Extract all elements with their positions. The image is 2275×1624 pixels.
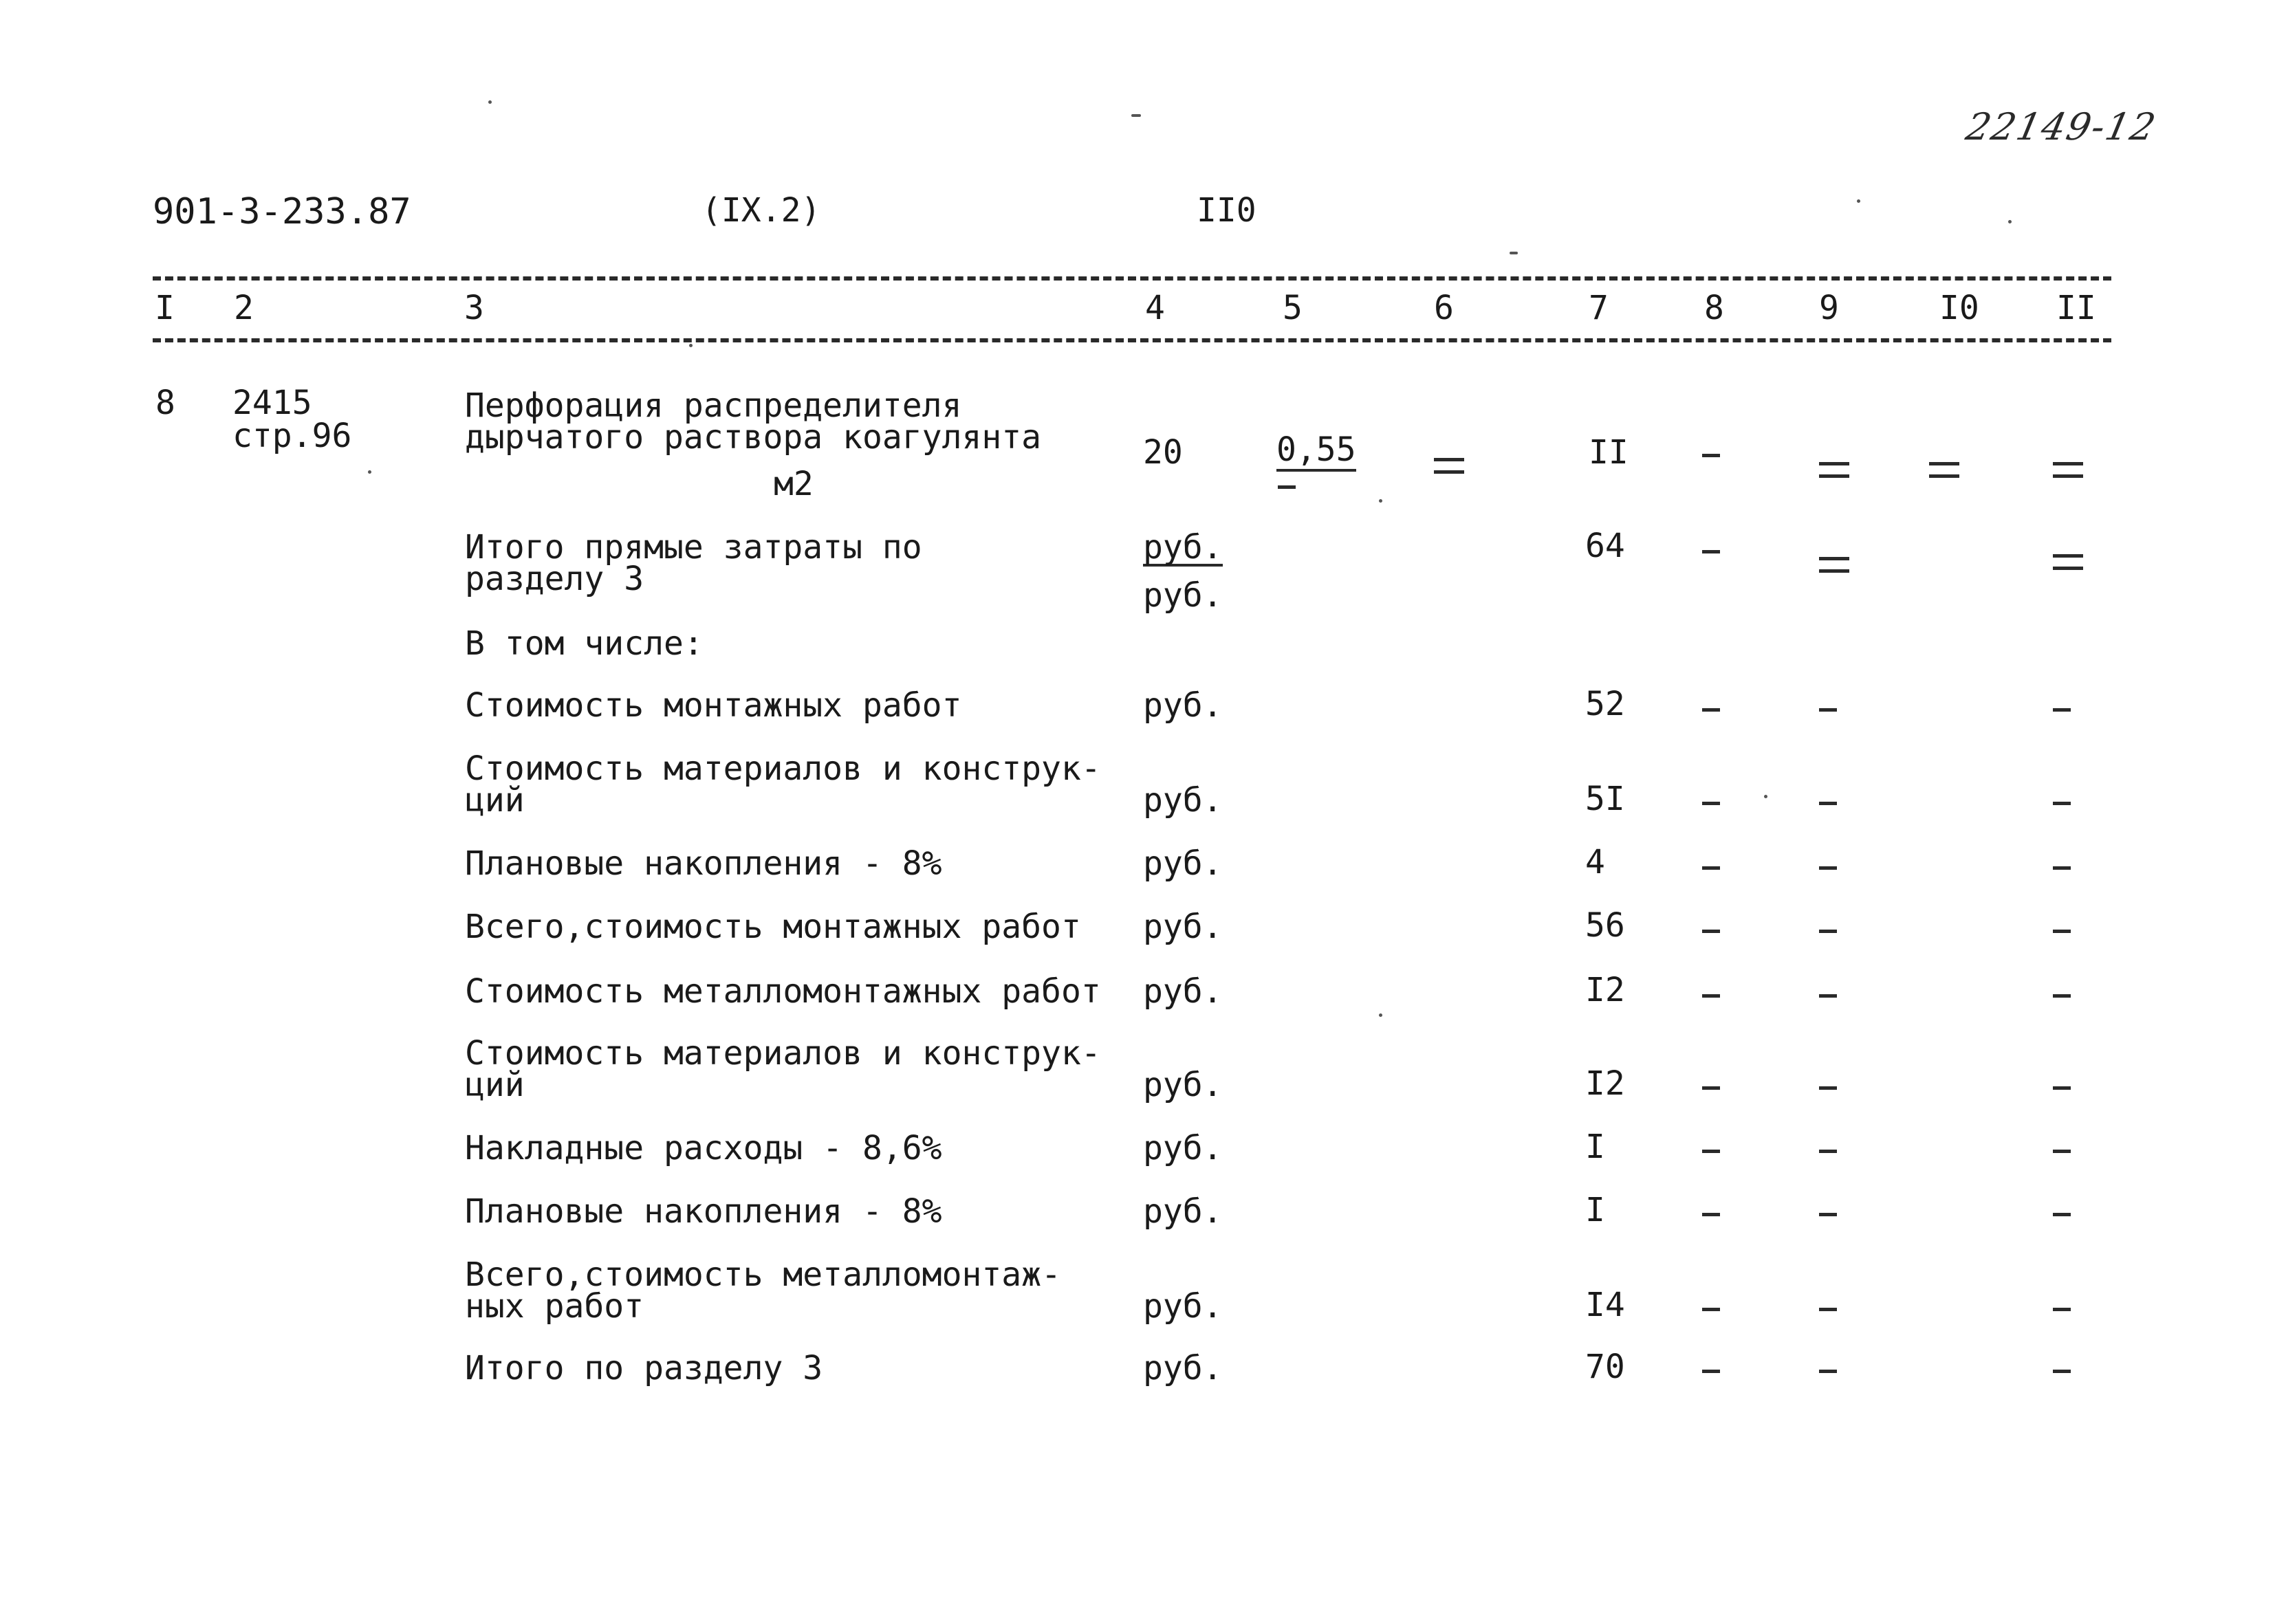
double-dash-mark bbox=[1819, 557, 1849, 573]
row-label: ных работ bbox=[465, 1287, 644, 1326]
column-number: 5 bbox=[1283, 289, 1303, 327]
section-number: (IX.2) bbox=[701, 191, 821, 230]
double-dash-mark bbox=[1434, 458, 1464, 474]
dash-mark bbox=[1702, 1213, 1720, 1216]
dash-mark bbox=[1819, 866, 1837, 870]
row-value: 52 bbox=[1585, 685, 1625, 723]
column-number: 3 bbox=[464, 289, 484, 327]
row-unit: руб. bbox=[1143, 1287, 1223, 1326]
price-reference-page: стр.96 bbox=[232, 417, 352, 455]
dash-mark bbox=[1819, 708, 1837, 712]
column-number: II bbox=[2056, 289, 2096, 327]
column-number: I0 bbox=[1939, 289, 1979, 327]
dash-mark bbox=[1702, 866, 1720, 870]
row-label: Плановые накопления - 8% bbox=[465, 844, 942, 883]
double-dash-mark bbox=[2053, 554, 2083, 571]
row-value: I2 bbox=[1585, 1064, 1625, 1103]
row-label: В том числе: bbox=[465, 624, 704, 663]
dash-mark bbox=[2053, 1086, 2071, 1090]
item-unit-price: 0,55 bbox=[1276, 433, 1356, 472]
scan-speck bbox=[1857, 199, 1860, 203]
dash-mark bbox=[1702, 550, 1720, 553]
item-number: 8 bbox=[155, 384, 175, 422]
row-unit: руб. bbox=[1143, 1129, 1223, 1167]
row-label: Всего,стоимость монтажных работ bbox=[465, 908, 1081, 946]
row-label: Стоимость металломонтажных работ bbox=[465, 972, 1101, 1011]
item-unit: м2 bbox=[774, 465, 814, 503]
dash-mark bbox=[1819, 1150, 1837, 1153]
column-number: I bbox=[155, 289, 175, 327]
row-label: Итого по разделу 3 bbox=[465, 1349, 823, 1387]
row-label: ций bbox=[465, 1066, 525, 1104]
row-unit: руб. bbox=[1143, 972, 1223, 1011]
row-label: Стоимость материалов и конструк- bbox=[465, 1034, 1101, 1073]
dash-mark bbox=[2053, 930, 2071, 933]
row-unit: руб. bbox=[1143, 781, 1223, 820]
column-number: 7 bbox=[1589, 289, 1609, 327]
double-dash-mark bbox=[1819, 462, 1849, 479]
dash-mark bbox=[1702, 1370, 1720, 1373]
item-quantity: 20 bbox=[1143, 433, 1183, 472]
row-value: 5I bbox=[1585, 780, 1625, 818]
dash-mark bbox=[2053, 994, 2071, 998]
price-reference-code: 2415 bbox=[232, 384, 312, 422]
row-value: 70 bbox=[1585, 1348, 1625, 1386]
dash-mark bbox=[1819, 1213, 1837, 1216]
page-number: II0 bbox=[1197, 191, 1256, 230]
dash-mark bbox=[1819, 994, 1837, 998]
row-label: Итого прямые затраты по bbox=[465, 528, 922, 567]
column-number: 6 bbox=[1434, 289, 1454, 327]
table-top-rule bbox=[153, 276, 2111, 281]
dash-mark bbox=[2053, 1308, 2071, 1311]
dash-mark bbox=[1819, 802, 1837, 805]
dash-mark bbox=[1278, 485, 1296, 489]
row-label: Плановые накопления - 8% bbox=[465, 1192, 942, 1231]
row-unit: руб. bbox=[1143, 686, 1223, 725]
row-label: Всего,стоимость металломонтаж- bbox=[465, 1255, 1061, 1294]
document-code: 901-3-233.87 bbox=[153, 191, 411, 232]
row-value: 56 bbox=[1585, 906, 1625, 945]
row-unit: руб. bbox=[1143, 844, 1223, 883]
row-unit: руб. bbox=[1143, 1349, 1223, 1387]
dash-mark bbox=[1702, 994, 1720, 998]
scan-speck bbox=[368, 470, 371, 474]
scan-speck bbox=[1131, 114, 1141, 117]
column-number: 2 bbox=[234, 289, 254, 327]
dash-mark bbox=[1702, 454, 1720, 457]
dash-mark bbox=[1819, 1308, 1837, 1311]
row-label: Стоимость материалов и конструк- bbox=[465, 749, 1101, 788]
dash-mark bbox=[2053, 1150, 2071, 1153]
scan-speck bbox=[689, 344, 693, 347]
dash-mark bbox=[1819, 1086, 1837, 1090]
row-value: I bbox=[1585, 1128, 1605, 1166]
row-unit: руб. bbox=[1143, 1066, 1223, 1104]
scan-speck bbox=[1379, 499, 1382, 503]
dash-mark bbox=[1702, 930, 1720, 933]
column-number: 8 bbox=[1704, 289, 1724, 327]
row-label: Стоимость монтажных работ bbox=[465, 686, 962, 725]
row-label: Накладные расходы - 8,6% bbox=[465, 1129, 942, 1167]
dash-mark bbox=[1819, 930, 1837, 933]
row-value: I4 bbox=[1585, 1286, 1625, 1324]
row-unit: руб. bbox=[1143, 576, 1223, 615]
column-number: 4 bbox=[1145, 289, 1165, 327]
row-value: 64 bbox=[1585, 527, 1625, 565]
row-unit: руб. bbox=[1143, 528, 1223, 567]
item-description: дырчатого раствора коагулянта bbox=[465, 418, 1042, 457]
dash-mark bbox=[1819, 1370, 1837, 1373]
dash-mark bbox=[2053, 1370, 2071, 1373]
scan-speck bbox=[1510, 252, 1518, 254]
row-unit: руб. bbox=[1143, 1192, 1223, 1231]
handwritten-number: 22149-12 bbox=[1962, 105, 2161, 149]
item-total: II bbox=[1589, 433, 1629, 472]
double-dash-mark bbox=[2053, 462, 2083, 479]
scan-speck bbox=[488, 100, 492, 104]
item-description: Перфорация распределителя bbox=[465, 386, 962, 425]
row-label: разделу 3 bbox=[465, 560, 644, 598]
scan-speck bbox=[2008, 220, 2012, 223]
column-number: 9 bbox=[1819, 289, 1839, 327]
dash-mark bbox=[2053, 866, 2071, 870]
dash-mark bbox=[1702, 708, 1720, 712]
scan-speck bbox=[1379, 1013, 1382, 1017]
dash-mark bbox=[1702, 802, 1720, 805]
table-header-rule bbox=[153, 338, 2111, 342]
dash-mark bbox=[1702, 1308, 1720, 1311]
dash-mark bbox=[2053, 802, 2071, 805]
row-label: ций bbox=[465, 781, 525, 820]
row-unit: руб. bbox=[1143, 908, 1223, 946]
scan-speck bbox=[1764, 795, 1767, 798]
row-value: 4 bbox=[1585, 843, 1605, 881]
dash-mark bbox=[1702, 1150, 1720, 1153]
row-value: I bbox=[1585, 1191, 1605, 1229]
row-value: I2 bbox=[1585, 971, 1625, 1009]
dash-mark bbox=[1702, 1086, 1720, 1090]
double-dash-mark bbox=[1929, 462, 1959, 479]
dash-mark bbox=[2053, 708, 2071, 712]
dash-mark bbox=[2053, 1213, 2071, 1216]
